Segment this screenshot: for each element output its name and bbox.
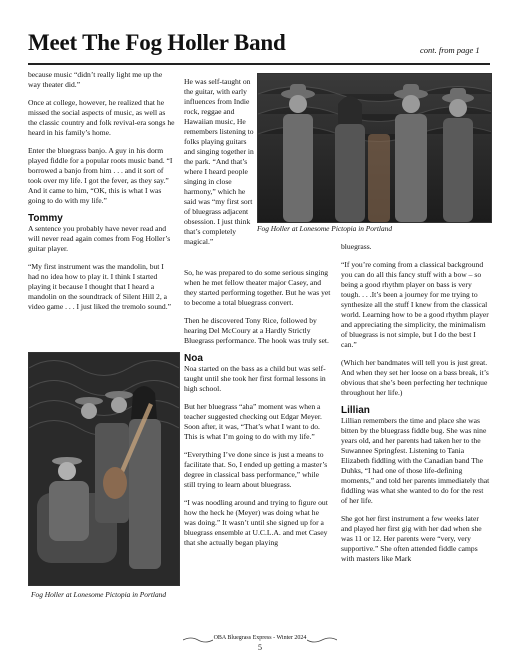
- paragraph: Enter the bluegrass banjo. A guy in his dorm played fiddle for a popular roots music band. “I borrowed a banjo from him . . . and it sort of took over my life. I got the fever, as they say.” And it came to him, “OK, this is what I was going to do with my life.”: [28, 146, 173, 205]
- paragraph: “My first instrument was the mandolin, but I had no idea how to play it. I think I started playing it because I thought that I heard a mandolin on the soundtrack of Silent Hill 2, a video game . . . I just liked the tremolo sound.”: [28, 262, 171, 311]
- paragraph: “If you’re coming from a classical background you can do all this fancy stuff with a bow – so being a good rhythm player on bass is very tough. . . .It’s been a journey for me trying to synthesize all the stuff I knew from the classical world. Learning how to be a good rhythm player and appreciating the simplicity, the minimalism of bluegrass is not simple, but I do the best I can.”: [341, 260, 489, 349]
- page-footer: [185, 635, 335, 652]
- paragraph: So, he was prepared to do some serious singing when he met fellow theater major Casey, and they started performing together. But he was yet to become a total bluegrass convert.: [184, 268, 331, 307]
- section-heading-tommy: Tommy: [28, 213, 63, 224]
- paragraph: But her bluegrass “aha” moment was when a teacher suggested checking out Edgar Meyer. Soon after, it was, “That’s what I want to do. This is what I’m going to do with my life.”: [184, 402, 322, 441]
- publication-name: OBA Bluegrass Express - Winter 2024: [213, 635, 307, 641]
- paragraph: “I was noodling around and trying to figure out how the heck he (Meyer) was doing what he was doing.” It wasn’t until she signed up for a bluegrass ensemble at U.C.L.A. and met Casey that she actually began playing: [184, 498, 328, 547]
- section-heading-noa: Noa: [184, 353, 203, 364]
- photo-caption-bottom: Fog Holler at Lonesome Pictopia in Portland: [31, 590, 167, 599]
- paragraph: “Everything I’ve done since is just a means to facilitate that. So, I ended up getting a master’s degree in classical bass performance,” while still trying to learn about bluegrass.: [184, 450, 328, 489]
- paragraph: He was self-taught on the guitar, with early influences from Indie rock, reggae and Hawaiian music, He remembers listening to folks playing guitars and singing together in the park. “And that’s where I heard people singing in close harmony,” which he said was “my first sort of bluegrass adjacent obsession. I just think that’s completely magical.”: [184, 77, 254, 246]
- column-1: [28, 70, 176, 320]
- title-rule: [28, 63, 490, 65]
- column-2-lower: [184, 268, 332, 556]
- paragraph: Noa started on the bass as a child but was self-taught until she took her first formal lessons in high school.: [184, 364, 326, 393]
- paragraph: because music “didn’t really light me up the way theater did.”: [28, 70, 163, 89]
- paragraph: She got her first instrument a few weeks later and played her first gig with her dad when she was 11 or 12. Her parents were “very, very supportive.” She often attended fiddle camps with masters like Mark: [341, 514, 482, 563]
- column-2-upper: [184, 77, 254, 255]
- band-photo-bottom: [28, 352, 180, 586]
- paragraph: (Which her bandmates will tell you is just great. And when they set her loose on a bass break, it’s obvious that she’s been perfecting her technique throughout her life.): [341, 358, 489, 397]
- ornament-left-icon: [183, 637, 213, 643]
- paragraph: A sentence you probably have never read and will never read again comes from Fog Holler’s guitar player.: [28, 224, 171, 253]
- band-photo-top: [257, 73, 492, 223]
- column-3: [341, 242, 491, 572]
- paragraph: Lillian remembers the time and place she was bitten by the bluegrass fiddle bug. She was nine years old, and her parents had taken her to the Suwannee Springfest. Listening to Tania Elizabeth fiddling with the Canadian band The Duhks, “I had one of those life-defining moments,” and told her parents immediately that fiddling was what she wanted to do for the rest of her life.: [341, 416, 490, 505]
- section-heading-lillian: Lillian: [341, 405, 370, 416]
- paragraph: Once at college, however, he realized that he missed the social aspects of music, as well as the classic country and folk revival-era songs he heard in his family’s home.: [28, 98, 175, 137]
- ornament-right-icon: [307, 637, 337, 643]
- page-number: 5: [258, 643, 262, 652]
- photo-caption-top: Fog Holler at Lonesome Pictopia in Portland: [257, 224, 393, 233]
- paragraph: Then he discovered Tony Rice, followed by hearing Del McCoury at a Hardly Strictly Bluegrass performance. The hook was truly set.: [184, 316, 329, 345]
- article-title: Meet The Fog Holler Band: [28, 30, 286, 55]
- continued-note: cont. from page 1: [420, 45, 480, 55]
- paragraph: bluegrass.: [341, 242, 372, 251]
